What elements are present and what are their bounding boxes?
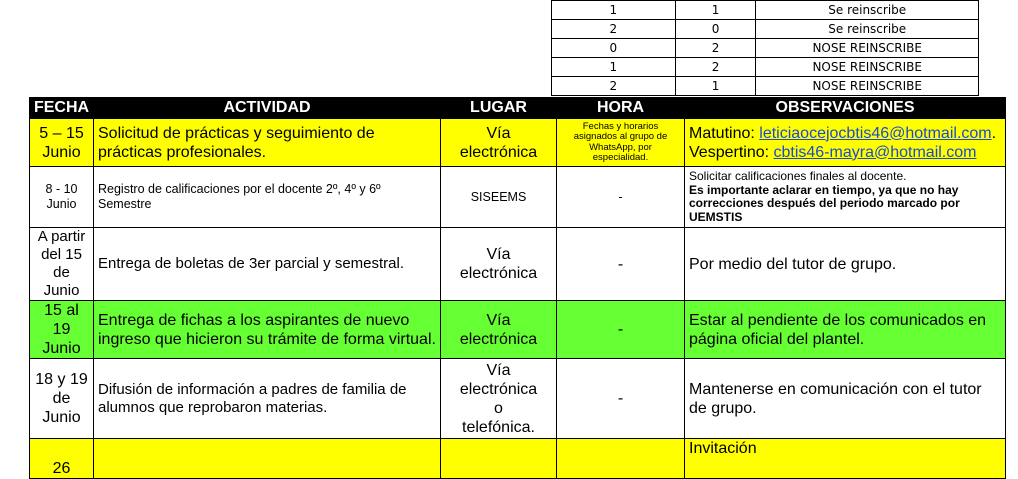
actividad-cell [94,439,441,479]
hora-cell: - [557,167,685,228]
table-cell: 1 [675,1,756,20]
fecha-cell [30,359,94,439]
table-cell: NOSE REINSCRIBE [756,77,979,96]
obs-text: . [991,124,997,142]
table-row [552,58,979,77]
obs-label: Vespertino: [689,143,774,161]
lugar-cell [441,228,557,301]
table-row [30,119,1006,167]
table-cell: 1 [552,1,676,20]
header-hora: HORA [557,98,685,119]
lugar-cell [441,301,557,359]
table-cell: Se reinscribe [756,20,979,39]
lugar-cell [441,439,557,479]
table-cell: 1 [552,58,676,77]
table-cell: 2 [552,77,676,96]
table-cell: 1 [675,77,756,96]
reinscription-table [551,0,979,96]
fecha-text: 18 y 19 [35,371,88,388]
obs-note: Es importante aclarar en tiempo, ya que no hay correcciones después del periodo marcado por UEMSTIS [689,182,960,224]
hora-cell: - [557,301,685,359]
fecha-text: Junio [46,197,77,211]
header-lugar: LUGAR [441,98,557,119]
schedule-table [29,97,1006,479]
lugar-text: electrónica [459,330,538,348]
table-row [552,20,979,39]
table-cell: 2 [675,58,756,77]
email-link-vespertino[interactable]: cbtis46-mayra@hotmail.com [773,143,977,161]
observaciones-cell [685,167,1006,228]
lugar-text: telefónica. [462,418,535,436]
fecha-cell [30,119,94,167]
observaciones-cell [685,119,1006,167]
table-row [30,167,1006,228]
actividad-cell: Difusión de información a padres de familia de alumnos que reprobaron materias. [94,359,441,439]
fecha-text: 26 [52,460,71,477]
table-cell: 0 [552,39,676,58]
actividad-cell: Entrega de fichas a los aspirantes de nuevo ingreso que hicieron su trámite de forma virtual. [94,301,441,359]
fecha-text: Junio [42,340,81,357]
table-cell: NOSE REINSCRIBE [756,39,979,58]
observaciones-cell: Estar al pendiente de los comunicados en página oficial del plantel. [685,301,1006,359]
hora-cell [557,439,685,479]
observaciones-cell: Mantenerse en comunicación con el tutor de grupo. [685,359,1006,439]
obs-text: Invitación [689,440,757,457]
table-row [30,301,1006,359]
fecha-text: 15 al 19 [44,302,79,338]
email-link-matutino[interactable]: leticiaocejocbtis46@hotmail.com [759,124,992,142]
table-row [552,39,979,58]
header-actividad: ACTIVIDAD [94,98,441,119]
actividad-cell: Entrega de boletas de 3er parcial y semestral. [94,228,441,301]
table-row [552,1,979,20]
table-row [552,77,979,96]
header-observaciones: OBSERVACIONES [685,98,1006,119]
lugar-text: electrónica [459,265,538,282]
observaciones-cell: Por medio del tutor de grupo. [685,228,1006,301]
actividad-cell: Registro de calificaciones por el docente 2º, 4º y 6º Semestre [94,167,441,228]
lugar-text: Vía [486,311,511,329]
fecha-cell [30,301,94,359]
fecha-text: Junio [42,143,81,161]
lugar-text: electrónica [459,380,538,398]
table-row [30,228,1006,301]
fecha-text: del 15 [41,246,82,263]
table-row [30,359,1006,439]
lugar-text: electrónica [459,143,538,161]
fecha-text: 5 – 15 [39,124,84,142]
lugar-text: o [494,399,503,417]
lugar-text: Vía [486,246,511,263]
fecha-text: de Junio [43,264,80,299]
lugar-text: Vía [486,361,511,379]
table-row [30,439,1006,479]
hora-cell: Fechas y horarios asignados al grupo de WhatsApp, por especialidad. [557,119,685,167]
fecha-text: Junio [42,409,81,426]
fecha-cell [30,228,94,301]
fecha-cell [30,167,94,228]
lugar-cell [441,359,557,439]
lugar-cell [441,119,557,167]
obs-label: Matutino: [689,124,760,142]
header-fecha: FECHA [30,98,94,119]
table-cell: 0 [675,20,756,39]
observaciones-cell [685,439,1006,479]
table-cell: 2 [552,20,676,39]
lugar-cell: SISEEMS [441,167,557,228]
hora-cell: - [557,228,685,301]
table-cell: Se reinscribe [756,1,979,20]
fecha-text: 8 - 10 [45,182,78,196]
actividad-cell: Solicitud de prácticas y seguimiento de prácticas profesionales. [94,119,441,167]
fecha-text: de [52,390,71,407]
fecha-text: A partir [37,228,86,245]
obs-text: Solicitar calificaciones finales al docente. [689,169,907,183]
fecha-cell [30,439,94,479]
table-cell: 2 [675,39,756,58]
table-header-row [30,98,1006,119]
hora-cell: - [557,359,685,439]
table-cell: NOSE REINSCRIBE [756,58,979,77]
lugar-text: Vía [486,124,511,142]
